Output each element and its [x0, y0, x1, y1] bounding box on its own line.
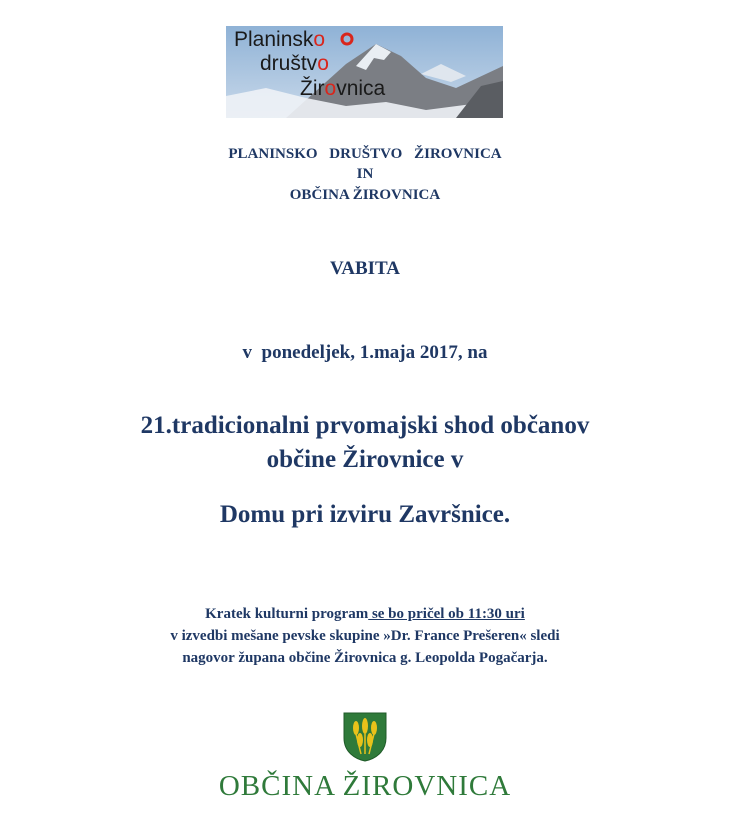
obcina-crest-icon: [343, 712, 387, 762]
svg-text:Planinsko: [234, 28, 325, 51]
obcina-logo-text: OBČINA ŽIROVNICA: [218, 770, 512, 802]
program-time: se bo pričel ob 11:30 uri: [368, 606, 525, 622]
program-line-1: [0, 603, 730, 625]
logo-line1-o: o: [313, 28, 326, 51]
mountain-logo-image: [226, 26, 503, 118]
logo-line3-b: vnica: [336, 77, 386, 100]
event-title-line-1: 21.tradicionalni prvomajski shod občanov: [140, 412, 590, 439]
svg-text:društvo: [260, 52, 329, 75]
program-line-3: nagovor župana občine Žirovnica g. Leopolda Pogačarja.: [182, 650, 548, 666]
organizer-line-1: PLANINSKO DRUŠTVO ŽIROVNICA: [228, 146, 502, 162]
date-line: [0, 342, 730, 364]
program-line-2: v izvedbi mešane pevske skupine »Dr. France Prešeren« sledi: [170, 628, 560, 644]
date-text: v ponedeljek, 1.maja 2017, na: [242, 342, 488, 363]
logo-line3-o: o: [324, 77, 337, 100]
invite-heading: VABITA: [329, 258, 401, 279]
logo-line2: društv: [260, 52, 318, 75]
program-label: Kratek kulturni program: [205, 606, 369, 622]
logo-line1: Planinsk: [234, 28, 314, 51]
organizer-line-2: IN: [356, 166, 374, 182]
planinsko-drustvo-logo: [226, 26, 503, 118]
logo-line2-o: o: [317, 52, 329, 75]
event-location: Domu pri izviru Završnice.: [219, 501, 511, 528]
organizer-line-3: OBČINA ŽIROVNICA: [289, 187, 441, 203]
event-title-line-2: občine Žirovnice v: [266, 446, 464, 473]
svg-text:Žirovnica: [300, 77, 386, 100]
logo-line3-a: Žir: [300, 77, 325, 100]
